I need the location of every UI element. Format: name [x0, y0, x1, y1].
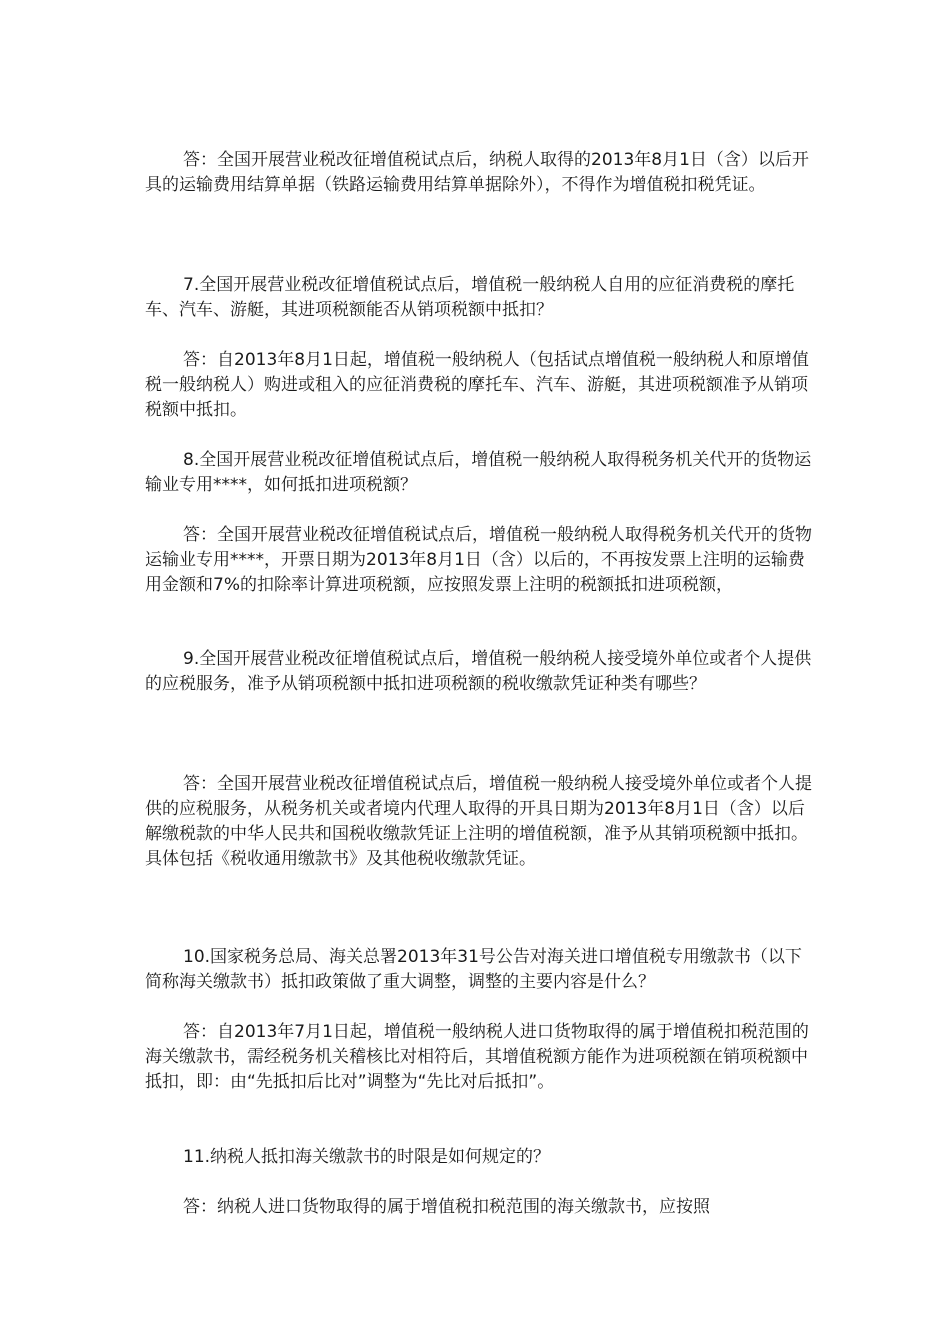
paragraph-answer-8: 答：全国开展营业税改征增值税试点后，增值税一般纳税人取得税务机关代开的货物运输业专用****，开票日期为2013年8月1日（含）以后的，不再按发票上注明的运输费用金额和7%的扣除率计算进项税额，应按照发票上注明的税额抵扣进项税额， — [145, 525, 812, 595]
paragraph-answer-10: 答：自2013年7月1日起，增值税一般纳税人进口货物取得的属于增值税扣税范围的海关缴款书，需经税务机关稽核比对相符后，其增值税额方能作为进项税额在销项税额中抵扣，即：由“先抵扣后比对”调整为“先比对后抵扣”。 — [145, 1022, 809, 1092]
paragraph-answer-7: 答：自2013年8月1日起，增值税一般纳税人（包括试点增值税一般纳税人和原增值税一般纳税人）购进或租入的应征消费税的摩托车、汽车、游艇，其进项税额准予从销项税额中抵扣。 — [145, 350, 809, 420]
paragraph-question-8: 8.全国开展营业税改征增值税试点后，增值税一般纳税人取得税务机关代开的货物运输业专用****，如何抵扣进项税额？ — [145, 450, 812, 495]
paragraph-question-9: 9.全国开展营业税改征增值税试点后，增值税一般纳税人接受境外单位或者个人提供的应税服务，准予从销项税额中抵扣进项税额的税收缴款凭证种类有哪些？ — [145, 649, 812, 694]
paragraph-answer-9: 答：全国开展营业税改征增值税试点后，增值税一般纳税人接受境外单位或者个人提供的应税服务，从税务机关或者境内代理人取得的开具日期为2013年8月1日（含）以后解缴税款的中华人民共和国税收缴款凭证上注明的增值税额，准予从其销项税额中抵扣。具体包括《税收通用缴款书》及其他税收缴款凭证。 — [145, 774, 812, 869]
paragraph-answer-11: 答：纳税人进口货物取得的属于增值税扣税范围的海关缴款书，应按照 — [183, 1197, 710, 1217]
paragraph-question-7: 7.全国开展营业税改征增值税试点后，增值税一般纳税人自用的应征消费税的摩托车、汽车、游艇，其进项税额能否从销项税额中抵扣？ — [145, 275, 795, 320]
paragraph-question-10: 10.国家税务总局、海关总署2013年31号公告对海关进口增值税专用缴款书（以下简称海关缴款书）抵扣政策做了重大调整，调整的主要内容是什么？ — [145, 947, 802, 992]
paragraph-question-11: 11.纳税人抵扣海关缴款书的时限是如何规定的？ — [183, 1147, 551, 1167]
paragraph-answer-6: 答：全国开展营业税改征增值税试点后，纳税人取得的2013年8月1日（含）以后开具的运输费用结算单据（铁路运输费用结算单据除外），不得作为增值税扣税凭证。 — [145, 150, 809, 195]
